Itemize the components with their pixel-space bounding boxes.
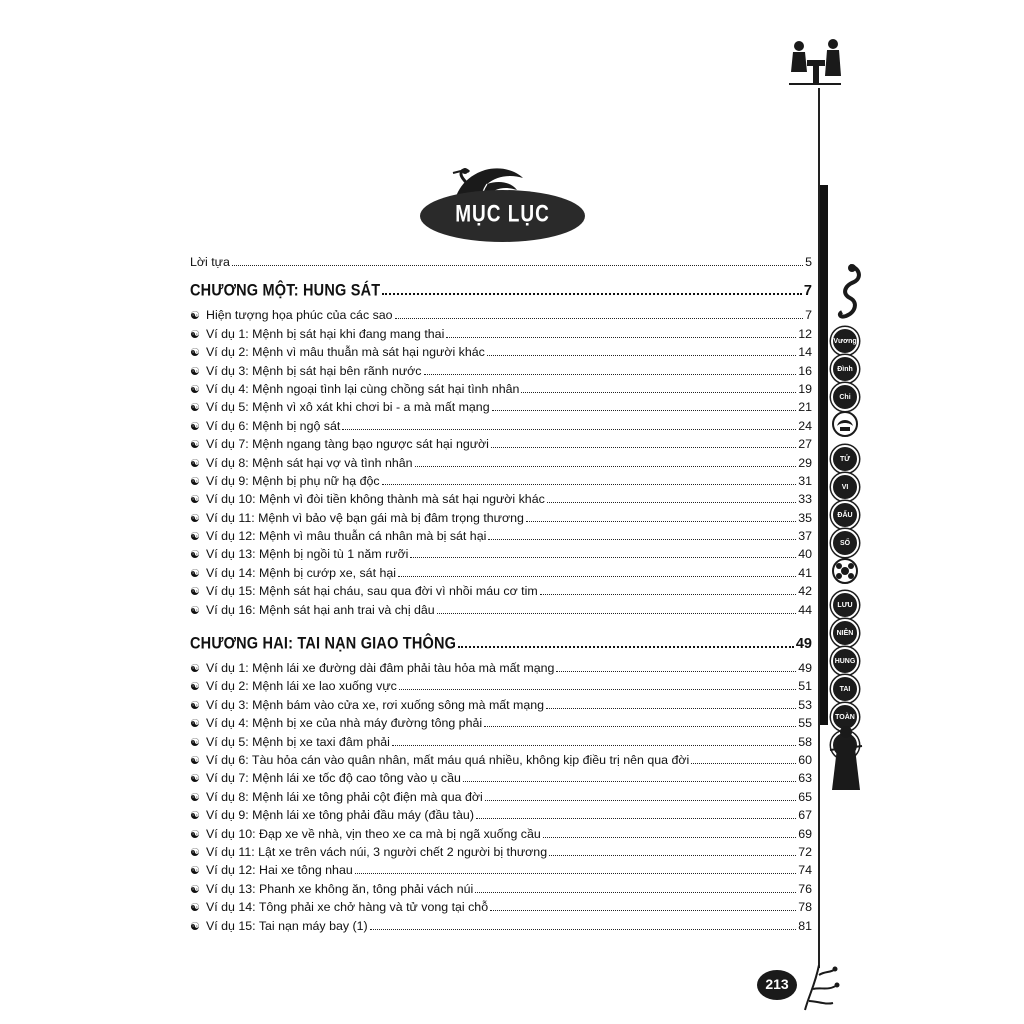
leader-dots	[370, 929, 797, 930]
toc-entry-label: Ví dụ 7: Mệnh lái xe tốc độ cao tông vào ụ cầu	[206, 771, 461, 786]
toc-entry-label: Ví dụ 3: Mệnh bị sát hại bên rãnh nước	[206, 363, 422, 378]
page-title: MỤC LỤC	[455, 201, 550, 228]
toc-entry-row[interactable]	[190, 917, 812, 935]
medallion-bottom-2: NIÊN	[831, 619, 859, 647]
chapter-spacer	[190, 619, 812, 631]
toc-entry-page: 35	[798, 510, 812, 525]
toc-entry-page: 76	[798, 881, 812, 896]
flower-ornament-icon	[831, 557, 859, 585]
leader-dots	[398, 576, 796, 577]
yin-yang-icon: ☯	[190, 604, 200, 617]
toc-entry-row[interactable]	[190, 490, 812, 508]
leader-dots	[543, 837, 796, 838]
toc-entry-page: 53	[798, 697, 812, 712]
toc-entry-row[interactable]	[190, 527, 812, 545]
medallion-mid-4: SỐ	[831, 529, 859, 557]
toc-entry-label: Ví dụ 12: Hai xe tông nhau	[206, 863, 353, 878]
toc-intro-row[interactable]	[190, 253, 812, 271]
yin-yang-icon: ☯	[190, 828, 200, 841]
leader-dots	[547, 502, 796, 503]
toc-entry-label: Ví dụ 8: Mệnh lái xe tông phải cột điện mà qua đời	[206, 789, 483, 804]
toc-entry-row[interactable]	[190, 733, 812, 751]
toc-entry-label: Ví dụ 5: Mệnh vì xô xát khi chơi bi - a mà mất mạng	[206, 400, 490, 415]
yin-yang-icon: ☯	[190, 420, 200, 433]
toc-entry-page: 41	[798, 565, 812, 580]
yin-yang-icon: ☯	[190, 773, 200, 786]
toc-entry-page: 21	[798, 400, 812, 415]
yin-yang-icon: ☯	[190, 902, 200, 915]
leader-dots	[399, 689, 796, 690]
toc-entry-page: 81	[798, 918, 812, 933]
yin-yang-icon: ☯	[190, 718, 200, 731]
yin-yang-icon: ☯	[190, 810, 200, 823]
toc-entry-page: 19	[798, 381, 812, 396]
toc-entry-page: 74	[798, 863, 812, 878]
medallion-mid-2: VI	[831, 473, 859, 501]
toc-entry-page: 24	[798, 418, 812, 433]
toc-entry-page: 7	[805, 308, 812, 323]
leader-dots	[549, 855, 796, 856]
leader-dots	[484, 726, 796, 727]
toc-entry-page: 29	[798, 455, 812, 470]
plant-ornament-icon	[795, 955, 845, 1015]
yin-yang-icon: ☯	[190, 865, 200, 878]
yin-yang-icon: ☯	[190, 383, 200, 396]
toc-chapter-row[interactable]	[190, 280, 812, 302]
toc-entry-page: 60	[798, 752, 812, 767]
leader-dots	[382, 293, 802, 295]
toc-entry-row[interactable]	[190, 545, 812, 563]
toc-entry-label: Ví dụ 10: Mệnh vì đòi tiền không thành mà sát hại người khác	[206, 492, 545, 507]
yin-yang-icon: ☯	[190, 310, 200, 323]
leader-dots	[382, 484, 797, 485]
toc-entry-row[interactable]	[190, 601, 812, 619]
yin-yang-icon: ☯	[190, 347, 200, 360]
leader-dots	[392, 745, 796, 746]
toc-entry-label: Ví dụ 10: Đạp xe về nhà, vịn theo xe ca mà bị ngã xuống cầu	[206, 826, 541, 841]
toc-entry-row[interactable]	[190, 696, 812, 714]
yin-yang-icon: ☯	[190, 846, 200, 859]
leader-dots	[556, 671, 796, 672]
toc-intro-page: 5	[805, 255, 812, 269]
yin-yang-icon: ☯	[190, 883, 200, 896]
leader-dots	[410, 557, 796, 558]
toc-title-badge	[420, 160, 585, 245]
leader-dots	[424, 374, 797, 375]
leader-dots	[475, 892, 796, 893]
leader-dots	[458, 646, 794, 648]
yin-yang-icon: ☯	[190, 791, 200, 804]
toc-entry-page: 31	[798, 473, 812, 488]
toc-entry-row[interactable]	[190, 362, 812, 380]
toc-entry-label: Ví dụ 3: Mệnh bám vào cửa xe, rơi xuống sông mà mất mạng	[206, 697, 545, 712]
toc-entry-label: Ví dụ 1: Mệnh lái xe đường dài đâm phải tàu hỏa mà mất mạng	[206, 661, 555, 676]
toc-entry-page: 55	[798, 716, 812, 731]
dragon-ornament-icon	[832, 262, 866, 322]
leader-dots	[485, 800, 796, 801]
toc-entry-row[interactable]	[190, 751, 812, 769]
toc-entry-label: Ví dụ 2: Mệnh vì mâu thuẫn mà sát hại người khác	[206, 345, 485, 360]
yin-yang-icon: ☯	[190, 736, 200, 749]
leader-dots	[526, 521, 796, 522]
toc-chapter-row[interactable]	[190, 633, 812, 655]
yin-yang-icon: ☯	[190, 512, 200, 525]
toc-entry-page: 69	[798, 826, 812, 841]
toc-entry-label: Ví dụ 11: Mệnh vì bảo vệ bạn gái mà bị đâm trọng thương	[206, 510, 524, 525]
leader-dots	[487, 355, 796, 356]
toc-entry-row[interactable]	[190, 398, 812, 416]
page-number-badge	[757, 970, 797, 1000]
medallion-bottom-4: TAI	[831, 675, 859, 703]
sage-figure-ornament-icon	[826, 720, 866, 800]
leader-dots	[476, 818, 796, 819]
yin-yang-icon: ☯	[190, 365, 200, 378]
toc-entry-row[interactable]	[190, 306, 812, 324]
toc-entry-row[interactable]	[190, 714, 812, 732]
chapter-title: CHƯƠNG HAI: TAI NẠN GIAO THÔNG	[190, 634, 457, 654]
toc-entry-page: 78	[798, 900, 812, 915]
toc-entry-page: 51	[798, 679, 812, 694]
toc-entry-label: Ví dụ 4: Mệnh bị xe của nhà máy đường tông phải	[206, 716, 483, 731]
toc-entry-label: Ví dụ 6: Tàu hỏa cán vào quân nhân, mất máu quá nhiều, không kịp điều trị nên qua đời	[206, 752, 690, 767]
leader-dots	[691, 763, 796, 764]
chapter-title: CHƯƠNG MỘT: HUNG SÁT	[190, 282, 381, 301]
toc-entry-row[interactable]	[190, 659, 812, 677]
toc-entry-label: Ví dụ 8: Mệnh sát hại vợ và tình nhân	[206, 455, 413, 470]
decorative-vertical-bar	[820, 185, 828, 725]
toc-entry-label: Ví dụ 14: Mệnh bị cướp xe, sát hại	[206, 565, 396, 580]
toc-entry-label: Ví dụ 9: Mệnh bị phụ nữ hạ độc	[206, 473, 380, 488]
leader-dots	[521, 392, 796, 393]
medallion-top-2: Đình	[831, 355, 859, 383]
medallion-mid-3: ĐẨU	[831, 501, 859, 529]
toc-entry-row[interactable]	[190, 509, 812, 527]
chapter-page: 7	[803, 283, 812, 300]
leader-dots	[446, 337, 796, 338]
medallion-mid-1: TỬ	[831, 445, 859, 473]
toc-entry-row[interactable]	[190, 325, 812, 343]
leader-dots	[355, 873, 796, 874]
leader-dots	[490, 910, 796, 911]
yin-yang-icon: ☯	[190, 699, 200, 712]
toc-entry-row[interactable]	[190, 806, 812, 824]
toc-entry-label: Ví dụ 12: Mệnh vì mâu thuẫn cá nhân mà bị sát hại	[206, 529, 487, 544]
toc-entry-label: Ví dụ 11: Lật xe trên vách núi, 3 người chết 2 người bị thương	[206, 844, 548, 859]
leader-dots	[546, 708, 796, 709]
toc-entry-row[interactable]	[190, 582, 812, 600]
toc-entry-row[interactable]	[190, 825, 812, 843]
toc-entry-page: 44	[798, 602, 812, 617]
leader-dots	[491, 447, 796, 448]
toc-entry-label: Ví dụ 2: Mệnh lái xe lao xuống vực	[206, 679, 397, 694]
toc-entry-label: Hiện tượng họa phúc của các sao	[206, 308, 393, 323]
toc-intro-label: Lời tựa	[190, 255, 230, 269]
leader-dots	[492, 410, 797, 411]
medallion-bottom-5: TOÀN	[831, 703, 859, 731]
yin-yang-icon: ☯	[190, 586, 200, 599]
medallion-top-1: Vương	[831, 327, 859, 355]
toc-entry-row[interactable]	[190, 435, 812, 453]
yin-yang-icon: ☯	[190, 439, 200, 452]
medallion-top-3: Chi	[831, 383, 859, 411]
yin-yang-icon: ☯	[190, 754, 200, 767]
toc-entry-label: Ví dụ 5: Mệnh bị xe taxi đâm phải	[206, 734, 390, 749]
yin-yang-icon: ☯	[190, 402, 200, 415]
toc-entry-page: 33	[798, 492, 812, 507]
toc-entry-page: 72	[798, 844, 812, 859]
medallion-bottom-3: HUNG	[831, 647, 859, 675]
medallion-bottom-1: LƯU	[831, 591, 859, 619]
yin-yang-icon: ☯	[190, 663, 200, 676]
yin-yang-icon: ☯	[190, 457, 200, 470]
leader-dots	[437, 613, 797, 614]
yin-yang-icon: ☯	[190, 475, 200, 488]
toc-entry-row[interactable]	[190, 380, 812, 398]
toc-entry-page: 16	[798, 363, 812, 378]
toc-entry-page: 49	[798, 661, 812, 676]
yin-yang-icon: ☯	[190, 494, 200, 507]
chess-players-ornament-icon	[785, 32, 845, 92]
toc-entry-row[interactable]	[190, 472, 812, 490]
toc-entry-label: Ví dụ 15: Tai nạn máy bay (1)	[206, 918, 368, 933]
yin-yang-icon: ☯	[190, 681, 200, 694]
leader-dots	[540, 594, 796, 595]
toc-entry-label: Ví dụ 14: Tông phải xe chở hàng và tử vong tại chỗ	[206, 900, 489, 915]
toc-entry-label: Ví dụ 13: Phanh xe không ăn, tông phải vách núi	[206, 881, 474, 896]
toc-entry-row[interactable]	[190, 769, 812, 787]
toc-entry-label: Ví dụ 15: Mệnh sát hại cháu, sau qua đời vì nhồi máu cơ tim	[206, 584, 538, 599]
leader-dots	[395, 318, 804, 319]
leader-dots	[415, 466, 797, 467]
toc-entry-page: 65	[798, 789, 812, 804]
toc-entry-label: Ví dụ 6: Mệnh bị ngộ sát	[206, 418, 341, 433]
leader-dots	[342, 429, 796, 430]
toc-entry-row[interactable]	[190, 861, 812, 879]
toc-entry-row[interactable]	[190, 843, 812, 861]
toc-entry-row[interactable]	[190, 880, 812, 898]
toc-entry-page: 12	[798, 326, 812, 341]
toc-entry-row[interactable]	[190, 343, 812, 361]
toc-entry-label: Ví dụ 16: Mệnh sát hại anh trai và chị dâu	[206, 602, 435, 617]
leader-dots	[463, 781, 796, 782]
yin-yang-icon: ☯	[190, 567, 200, 580]
toc-entry-page: 42	[798, 584, 812, 599]
yin-yang-icon: ☯	[190, 531, 200, 544]
toc-entry-row[interactable]	[190, 454, 812, 472]
toc-entry-row[interactable]	[190, 417, 812, 435]
leader-dots	[232, 265, 803, 266]
toc-entry-label: Ví dụ 9: Mệnh lái xe tông phải đầu máy (đầu tàu)	[206, 808, 474, 823]
page-number: 213	[765, 976, 789, 992]
toc-entry-page: 37	[798, 529, 812, 544]
toc-entry-page: 27	[798, 437, 812, 452]
yin-yang-icon: ☯	[190, 549, 200, 562]
toc-entry-row[interactable]	[190, 898, 812, 916]
toc-entry-page: 63	[798, 771, 812, 786]
toc-entry-page: 58	[798, 734, 812, 749]
chapter-page: 49	[795, 636, 812, 653]
toc-entry-row[interactable]	[190, 564, 812, 582]
toc-entry-label: Ví dụ 4: Mệnh ngoại tình lại cùng chồng sát hại tình nhân	[206, 381, 520, 396]
lotus-ornament-icon	[831, 410, 859, 438]
yin-yang-icon: ☯	[190, 920, 200, 933]
table-of-contents	[190, 253, 812, 935]
toc-entry-label: Ví dụ 7: Mệnh ngang tàng bạo ngược sát hại người	[206, 437, 489, 452]
toc-entry-page: 14	[798, 345, 812, 360]
toc-entry-label: Ví dụ 13: Mệnh bị ngồi tù 1 năm rưỡi	[206, 547, 409, 562]
toc-entry-row[interactable]	[190, 788, 812, 806]
yin-yang-icon: ☯	[190, 328, 200, 341]
toc-entry-label: Ví dụ 1: Mệnh bị sát hại khi đang mang thai	[206, 326, 445, 341]
toc-entry-page: 40	[798, 547, 812, 562]
toc-entry-row[interactable]	[190, 677, 812, 695]
leader-dots	[488, 539, 796, 540]
toc-entry-page: 67	[798, 808, 812, 823]
